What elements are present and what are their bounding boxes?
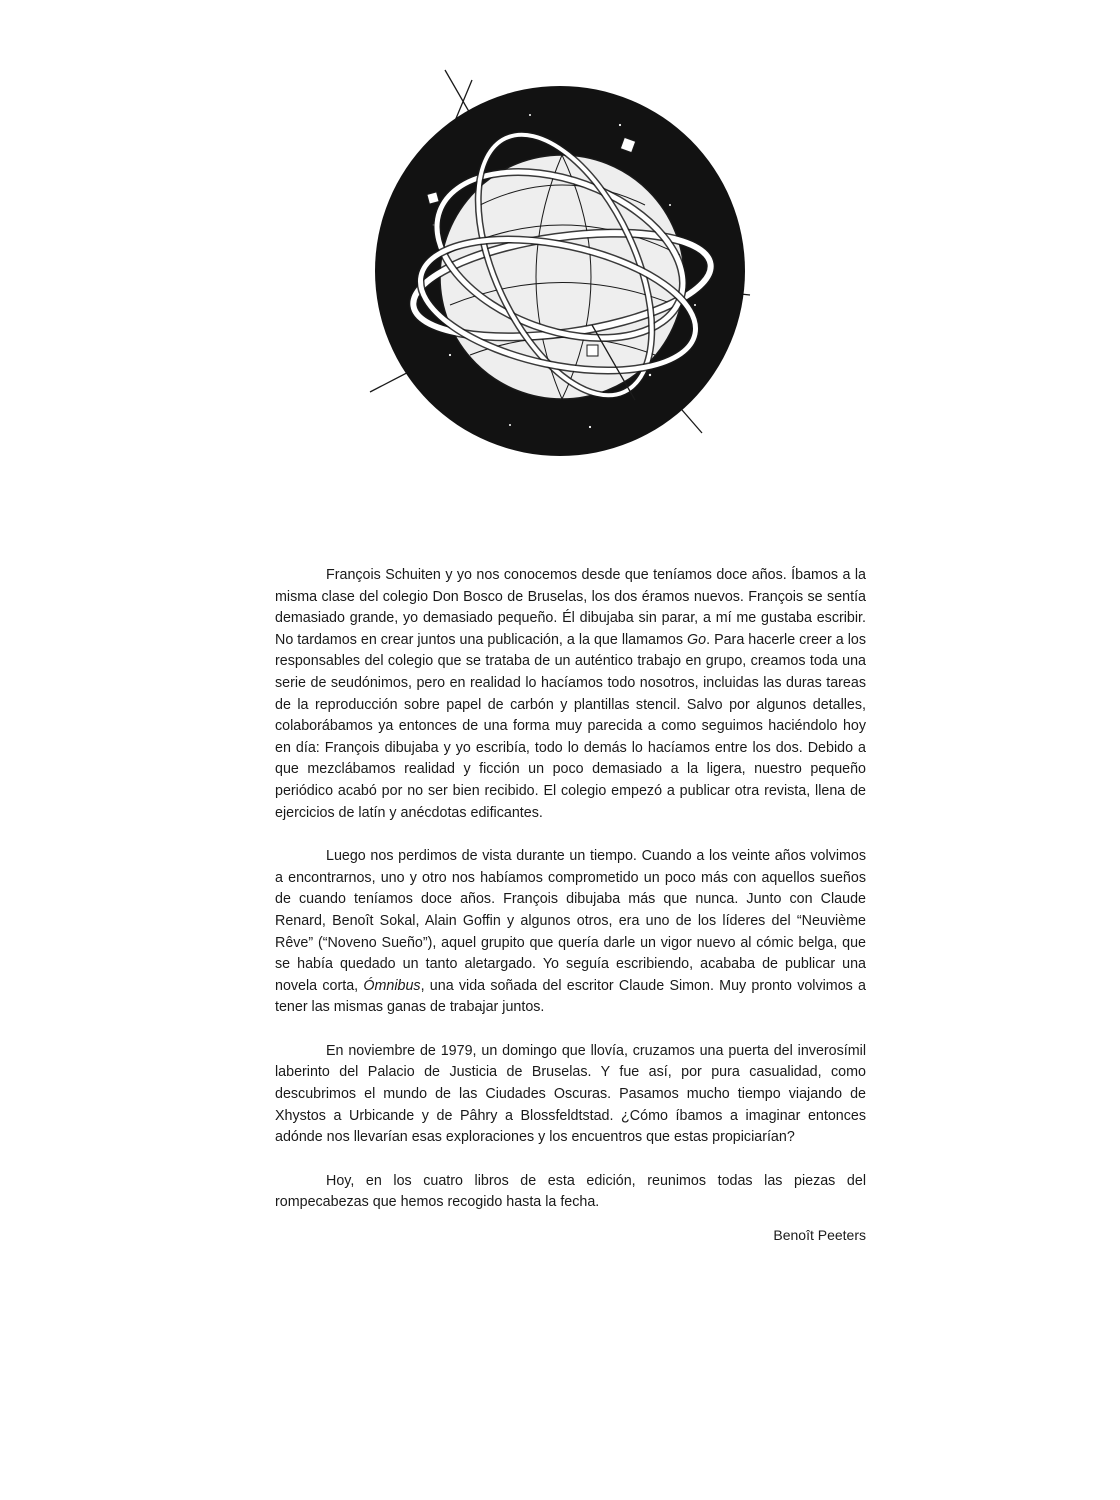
paragraph-4: Hoy, en los cuatro libros de esta edición, reunimos todas las piezas del rompecabezas que hemos recogido hasta la fecha. [275, 1172, 866, 1211]
paragraph-2: Luego nos perdimos de vista durante un tiempo. Cuando a los veinte años volvimos a encontrarnos, uno y otro nos habíamos comprometido un poco más con aquellos sueños de cuando teníamos doce años. François dibujaba más que nunca. Junto con Claude Renard, Benoît Sokal, Alain Goffin y algunos otros, era uno de los líderes del “Neuvième Rêve” (“Noveno Sueño”), aquel grupito que quería darle un vigor nuevo al cómic belga, que se había quedado un tanto aletargado. Yo seguía escribiendo, acababa de publicar una novela corta, Ómnibus, una vida soñada del escritor Claude Simon. Muy pronto volvimos a tener las mismas ganas de trabajar juntos. [275, 848, 866, 1016]
paragraph-1: François Schuiten y yo nos conocemos desde que teníamos doce años. Íbamos a la misma clase del colegio Don Bosco de Bruselas, los dos éramos nuevos. François se sentía demasiado grande, yo demasiado pequeño. Él dibujaba sin parar, a mí me gustaba escribir. No tardamos en crear juntos una publicación, a la que llamamos Go. Para hacerle creer a los responsables del colegio que se trataba de un auténtico trabajo en grupo, creamos toda una serie de seudónimos, pero en realidad lo hacíamos todo nosotros, incluidas las duras tareas de la reproducción sobre papel de carbón y plantillas stencil. Salvo por algunos detalles, colaborábamos ya entonces de una forma muy parecida a como seguimos haciéndolo hoy en día: François dibujaba y yo escribía, todo lo demás lo hacíamos entre los dos. Debido a que mezclábamos realidad y ficción un poco demasiado a la ligera, nuestro pequeño periódico acabó por no ser bien recibido. El colegio empezó a publicar otra revista, llena de ejercicios de latín y anécdotas edificantes. [275, 567, 866, 821]
paragraph-3: En noviembre de 1979, un domingo que llovía, cruzamos una puerta del inverosímil laberinto del Palacio de Justicia de Bruselas. Y fue así, por pura casualidad, como descubrimos el mundo de las Ciudades Oscuras. Pasamos mucho tiempo viajando de Xhystos a Urbicande y de Pâhry a Blossfeldtstad. ¿Cómo íbamos a imaginar entonces adónde nos llevarían esas exploraciones y los encuentros que estas propiciarían? [275, 1042, 866, 1146]
author-signature: Benoît Peeters [773, 1227, 866, 1243]
intro-text [275, 565, 866, 1236]
armillary-sphere-illustration [330, 55, 790, 475]
